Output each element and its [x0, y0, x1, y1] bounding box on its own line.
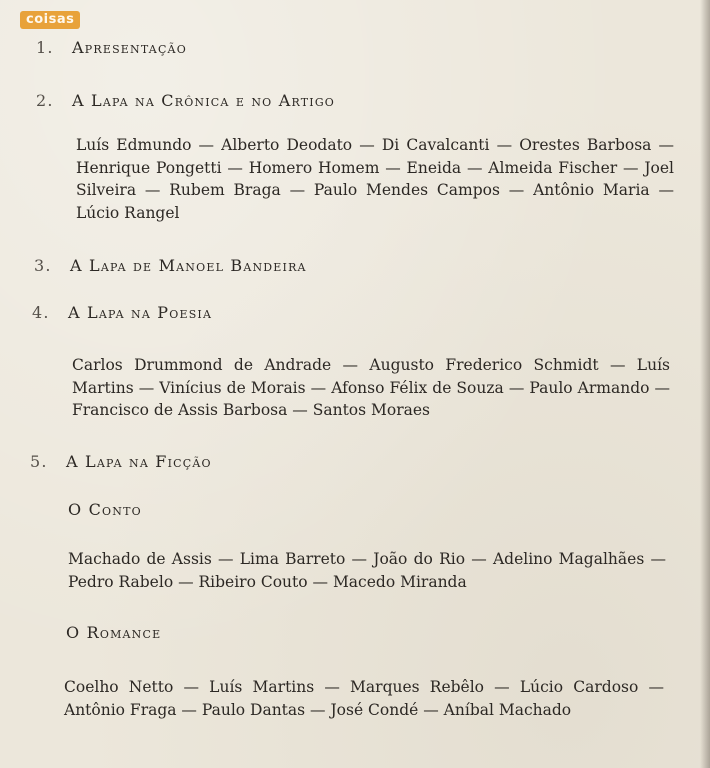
section-heading-1 [36, 38, 187, 57]
section-number: 3. [34, 256, 52, 275]
section-4-authors: Carlos Drummond de Andrade — Augusto Frederico Schmidt — Luís Martins — Vinícius de Morais — Afonso Félix de Souza — Paulo Armando — Francisco de Assis Barbosa — Santos Moraes [72, 356, 670, 419]
section-number: 5. [30, 452, 48, 471]
section-heading-3 [34, 256, 307, 275]
page-edge-shadow [700, 0, 710, 768]
section-heading-5 [30, 452, 212, 471]
section-heading-4 [32, 303, 212, 322]
section-number: 4. [32, 303, 50, 322]
subsection-title-conto: O Conto [68, 500, 142, 519]
subsection-title-romance: O Romance [66, 623, 162, 642]
subsection-romance-authors: Coelho Netto — Luís Martins — Marques Rebêlo — Lúcio Cardoso — Antônio Fraga — Paulo Dantas — José Condé — Aníbal Machado [64, 678, 664, 719]
subsection-conto-authors: Machado de Assis — Lima Barreto — João do Rio — Adelino Magalhães — Pedro Rabelo — Ribeiro Couto — Macedo Miranda [68, 550, 666, 591]
section-title: A Lapa de Manoel Bandeira [70, 256, 307, 275]
section-number: 1. [36, 38, 54, 57]
section-title: A Lapa na Crônica e no Artigo [72, 91, 336, 110]
section-title: A Lapa na Ficção [66, 452, 212, 471]
section-title: Apresentação [72, 38, 187, 57]
watermark-logo: coisas [20, 11, 80, 29]
section-title: A Lapa na Poesia [68, 303, 213, 322]
section-number: 2. [36, 91, 54, 110]
section-heading-2 [36, 91, 335, 110]
section-2-authors: Luís Edmundo — Alberto Deodato — Di Cavalcanti — Orestes Barbosa — Henrique Pongetti — Homero Homem — Eneida — Almeida Fischer — Joel Silveira — Rubem Braga — Paulo Mendes Campos — Antônio Maria — Lúcio Rangel [76, 136, 674, 222]
